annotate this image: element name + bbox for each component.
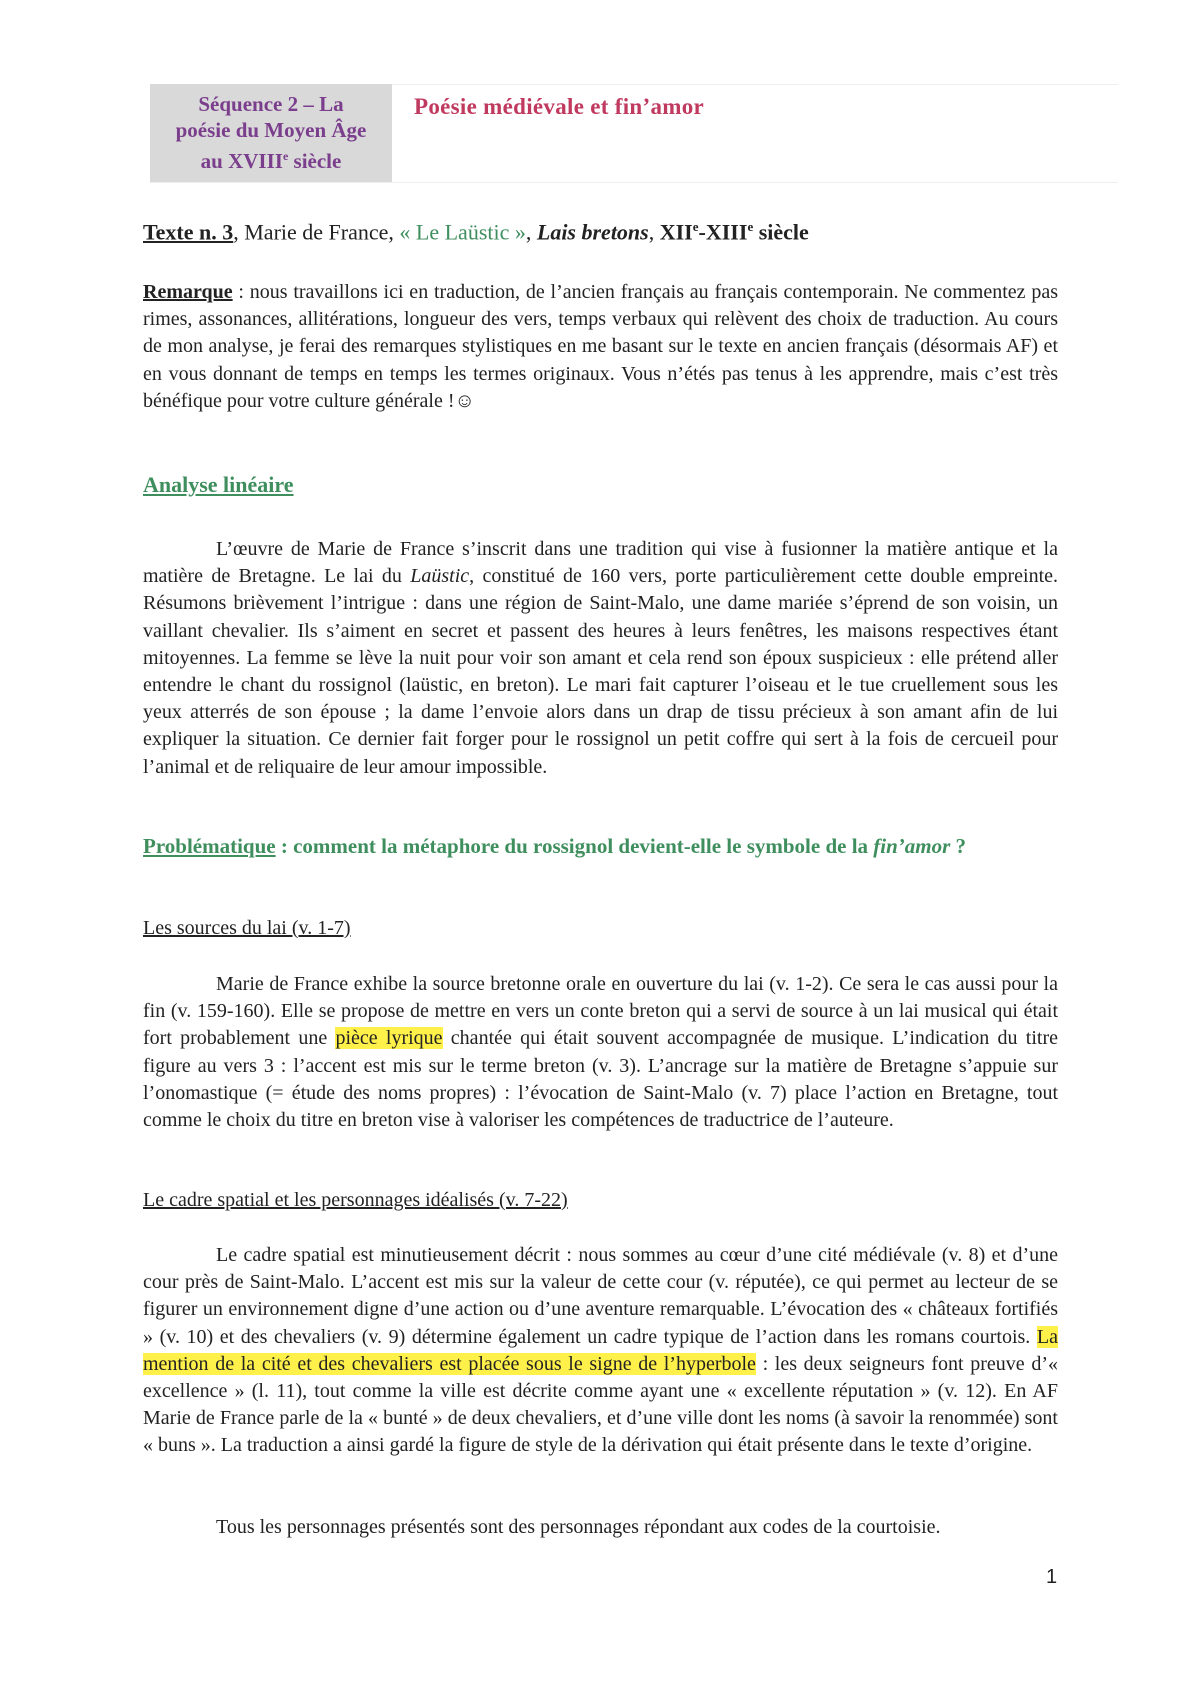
section-2-paragraph — [143, 1242, 1058, 1460]
problematique — [143, 831, 1058, 861]
remarque-text: : nous travaillons ici en traduction, de l’ancien français au français contemporain. Ne commentez pas rimes, assonances, allitérations, longueur des vers, temps verbaux qui relèvent des choix de traduction. Au cours de mon analyse, je ferai des remarques stylistiques en me basant sur le texte en ancien français (désormais AF) et en vous donnant de temps en temps les termes originaux. Vous n’étés pas tenus à les apprendre, mais c’est très bénéfique pour votre culture générale !☺ — [143, 281, 1058, 412]
section-2-heading: Le cadre spatial et les personnages idéalisés (v. 7-22) — [143, 1189, 568, 1211]
section-1-text-b: chantée qui était souvent accompagnée de musique. L’indication du titre figure au vers 3 : l’accent est mis sur le terme breton (v. 3). L’ancrage sur la matière de Bretagne s’appuie sur l’onomastique (= étude des noms propres) : l’évocation de Saint-Malo (v. 7) place l’action en Bretagne, tout comme le choix du titre en breton vise à valoriser les compétences de traductrice de l’auteure. — [143, 1027, 1058, 1132]
analyse-text-b: , constitué de 160 vers, porte particulièrement cette double empreinte. Résumons brièvement l’intrigue : dans une région de Saint-Malo, une dame mariée s’éprend de son voisin, un vaillant chevalier. Ils s’aiment en secret et passent des heures à leurs fenêtres, les maisons respectives étant mitoyennes. La femme se lève la nuit pour voir son amant et cela rend son époux suspicieux : elle prétend aller entendre le chant du rossignol (laüstic, en breton). Le mari fait capturer l’oiseau et le tue cruellement sous les yeux atterrés de son épouse ; la dame l’envoie alors dans un drap de tissu précieux à son amant afin de lui expliquer la situation. Ce dernier fait forger pour le rossignol un petit coffre qui sert à la fois de cercueil pour l’animal et de reliquaire de leur amour impossible. — [143, 565, 1059, 778]
century-a: XII — [659, 219, 693, 245]
century-b-sup: e — [747, 219, 754, 234]
header-top-rule — [392, 84, 1118, 85]
title-sep: , — [233, 219, 245, 245]
header-bottom-rule — [150, 182, 1118, 183]
analyse-paragraph — [143, 536, 1058, 781]
century-suffix: siècle — [753, 219, 809, 245]
remarque-paragraph — [143, 279, 1058, 415]
text-number: Texte n. 3 — [143, 219, 234, 245]
author-name: Marie de France — [244, 219, 389, 245]
sequence-box — [150, 84, 392, 182]
sequence-line-3-sup: e — [282, 149, 289, 163]
analyse-italic: Laüstic — [410, 565, 470, 588]
title-sep: , — [525, 219, 537, 245]
section-1-paragraph — [143, 971, 1058, 1134]
title-sep: , — [388, 219, 400, 245]
section-2-text-a: Le cadre spatial est minutieusement décrit : nous sommes au cœur d’une cité médiévale (v. 8) et d’une cour près de Saint-Malo. L’accent est mis sur la valeur de cette cour (v. réputée), ce qui permet au lecteur de se figurer un environnement digne d’une action ou d’une aventure remarquable. L’évocation des « châteaux fortifiés » (v. 10) et des chevaliers (v. 9) détermine également un cadre typique de l’action dans les romans courtois. — [143, 1244, 1058, 1348]
century-dash: - — [698, 219, 706, 245]
sequence-line-1: Séquence 2 – La — [198, 92, 344, 116]
section-2-text-b: : les deux seigneurs font preuve d’« excellence » (l. 11), tout comme la ville est décrite comme ayant une « excellente réputation » (v. 12). En AF Marie de France parle de la « bunté » de deux chevaliers, et d’une ville dont les noms (à savoir la renommée) sont « buns ». La traduction a ainsi gardé la figure de style de la dérivation qui était présente dans le texte d’origine. — [143, 1352, 1058, 1457]
work-title: « Le Laüstic » — [399, 219, 526, 245]
collection-title: Lais bretons — [536, 219, 649, 245]
sequence-line-3-suffix: siècle — [288, 149, 342, 173]
problematique-italic: fin’amor — [873, 834, 951, 858]
century-b: XIII — [705, 219, 748, 245]
page-number: 1 — [1046, 1566, 1058, 1588]
section-1-heading: Les sources du lai (v. 1-7) — [143, 917, 351, 939]
section-1-text-a: Marie de France exhibe la source bretonne orale en ouverture du lai (v. 1-2). Ce sera le cas aussi pour la fin (v. 159-160). Elle se propose de mettre en vers un conte breton qui a servi de source à un lai musical qui était fort probablement une — [143, 973, 1058, 1050]
header-title: Poésie médiévale et fin’amor — [414, 94, 705, 119]
problematique-end: ? — [950, 834, 967, 858]
sequence-line-3-text: au XVIII — [200, 149, 283, 173]
century-a-sup: e — [692, 219, 699, 234]
analyse-text-a: L’œuvre de Marie de France s’inscrit dans une tradition qui vise à fusionner la matière antique et la matière de Bretagne. Le lai du — [143, 538, 1058, 588]
section-2-highlight: La mention de la cité et des chevaliers est placée sous le signe de l’hyperbole — [143, 1325, 1058, 1375]
remarque-label: Remarque — [143, 281, 233, 303]
problematique-label: Problématique — [143, 834, 276, 858]
sequence-line-2: poésie du Moyen Âge — [175, 118, 367, 142]
document-title — [143, 219, 809, 245]
section-1-highlight: pièce lyrique — [335, 1027, 443, 1050]
title-sep: , — [648, 219, 660, 245]
analyse-heading: Analyse linéaire — [143, 472, 294, 497]
problematique-text: : comment la métaphore du rossignol devient-elle le symbole de la — [275, 834, 874, 858]
sequence-line-3 — [156, 143, 386, 174]
section-2-paragraph-2: Tous les personnages présentés sont des personnages répondant aux codes de la courtoisie. — [216, 1516, 941, 1538]
